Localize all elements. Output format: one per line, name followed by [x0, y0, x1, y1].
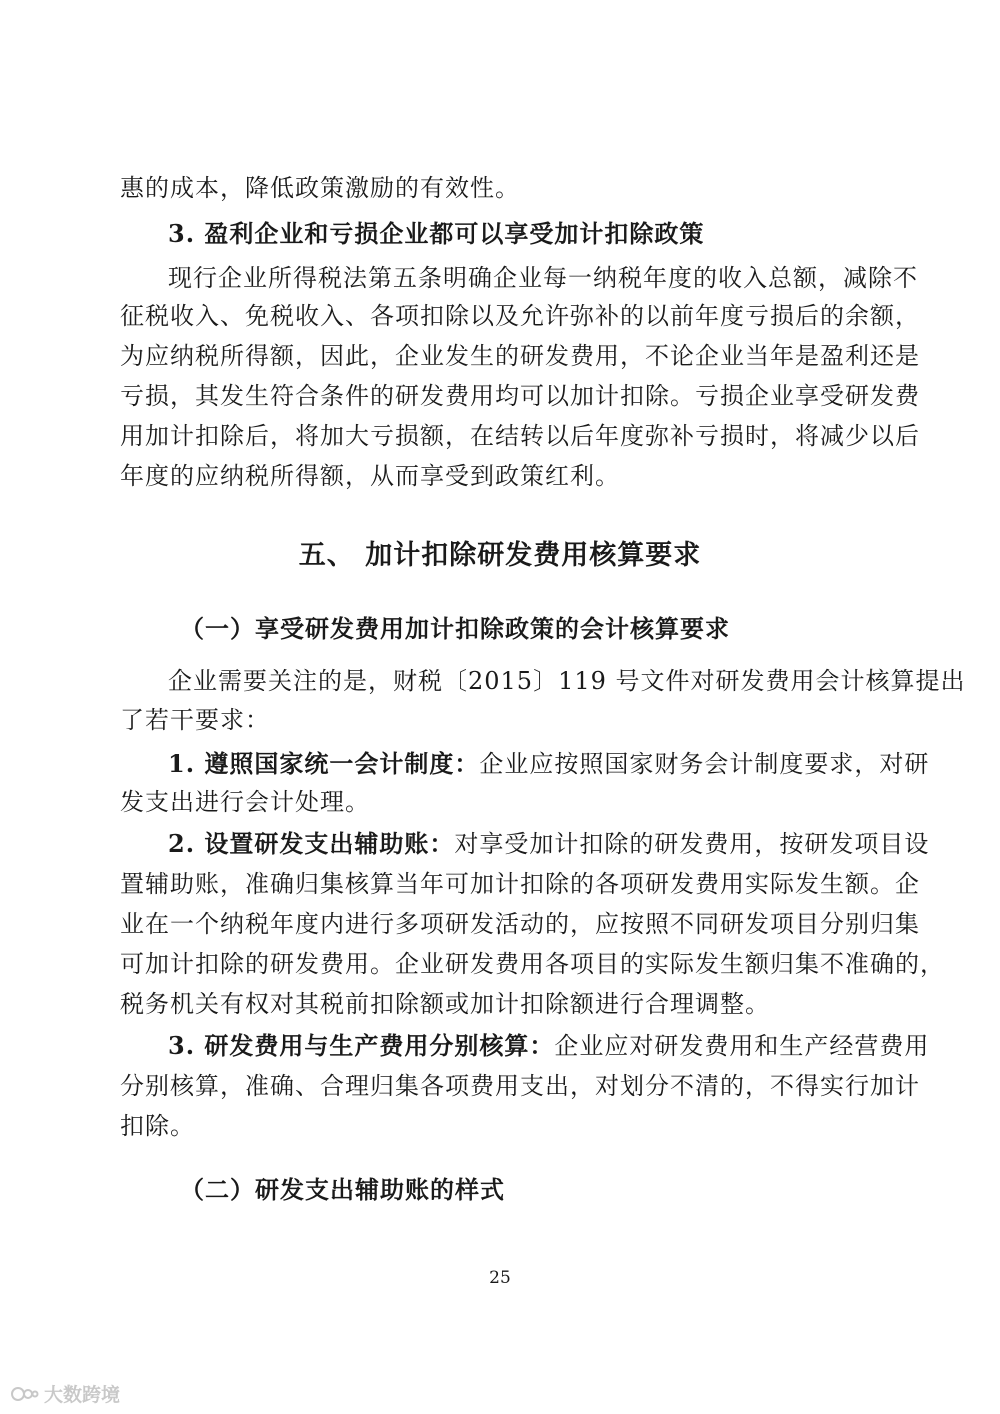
paragraph-line: 用加计扣除后，将加大亏损额，在结转以后年度弥补亏损时，将减少以后 — [120, 422, 920, 450]
paragraph-line: 年度的应纳税所得额，从而享受到政策红利。 — [120, 462, 620, 490]
item-2 — [168, 828, 929, 860]
section-title: 五、 加计扣除研发费用核算要求 — [298, 540, 702, 571]
paragraph-line: 亏损，其发生符合条件的研发费用均可以加计扣除。亏损企业享受研发费 — [120, 382, 920, 410]
paragraph-line: 发支出进行会计处理。 — [120, 788, 370, 816]
watermark — [10, 1380, 120, 1407]
paragraph-line: 分别核算，准确、合理归集各项费用支出，对划分不清的，不得实行加计 — [120, 1072, 920, 1100]
paragraph-line: 征税收入、免税收入、各项扣除以及允许弥补的以前年度亏损后的余额， — [120, 302, 920, 330]
paragraph-line: 业在一个纳税年度内进行多项研发活动的，应按照不同研发项目分别归集 — [120, 910, 920, 938]
paragraph-line: 了若干要求： — [120, 706, 270, 734]
paragraph-line: 为应纳税所得额，因此，企业发生的研发费用，不论企业当年是盈利还是 — [120, 342, 920, 370]
paragraph-line: 税务机关有权对其税前扣除额或加计扣除额进行合理调整。 — [120, 990, 770, 1018]
paragraph-line: 企业需要关注的是，财税〔2015〕119 号文件对研发费用会计核算提出 — [168, 667, 966, 695]
paragraph-line: 置辅助账，准确归集核算当年可加计扣除的各项研发费用实际发生额。企 — [120, 870, 920, 898]
paragraph-line: 扣除。 — [120, 1112, 195, 1140]
subsection-title-2: （二）研发支出辅助账的样式 — [180, 1175, 505, 1204]
paragraph-line: 现行企业所得税法第五条明确企业每一纳税年度的收入总额，减除不 — [168, 264, 918, 292]
item-3-label: 3. 研发费用与生产费用分别核算： — [168, 1031, 555, 1060]
watermark-logo-icon — [10, 1383, 40, 1405]
subsection-title-1: （一）享受研发费用加计扣除政策的会计核算要求 — [180, 614, 730, 643]
heading-3-profit-loss: 3. 盈利企业和亏损企业都可以享受加计扣除政策 — [168, 219, 705, 248]
item-1 — [168, 748, 929, 780]
item-3 — [168, 1030, 929, 1062]
paragraph-line: 惠的成本，降低政策激励的有效性。 — [120, 174, 520, 202]
page-number: 25 — [489, 1268, 511, 1288]
watermark-text: 大数跨境 — [44, 1384, 121, 1406]
item-1-text: 企业应按照国家财务会计制度要求，对研 — [479, 750, 930, 778]
item-2-text: 对享受加计扣除的研发费用，按研发项目设 — [454, 830, 930, 858]
item-1-label: 1. 遵照国家统一会计制度： — [168, 749, 480, 778]
item-3-text: 企业应对研发费用和生产经营费用 — [554, 1032, 930, 1060]
item-2-label: 2. 设置研发支出辅助账： — [168, 829, 455, 858]
paragraph-line: 可加计扣除的研发费用。企业研发费用各项目的实际发生额归集不准确的， — [120, 950, 945, 978]
